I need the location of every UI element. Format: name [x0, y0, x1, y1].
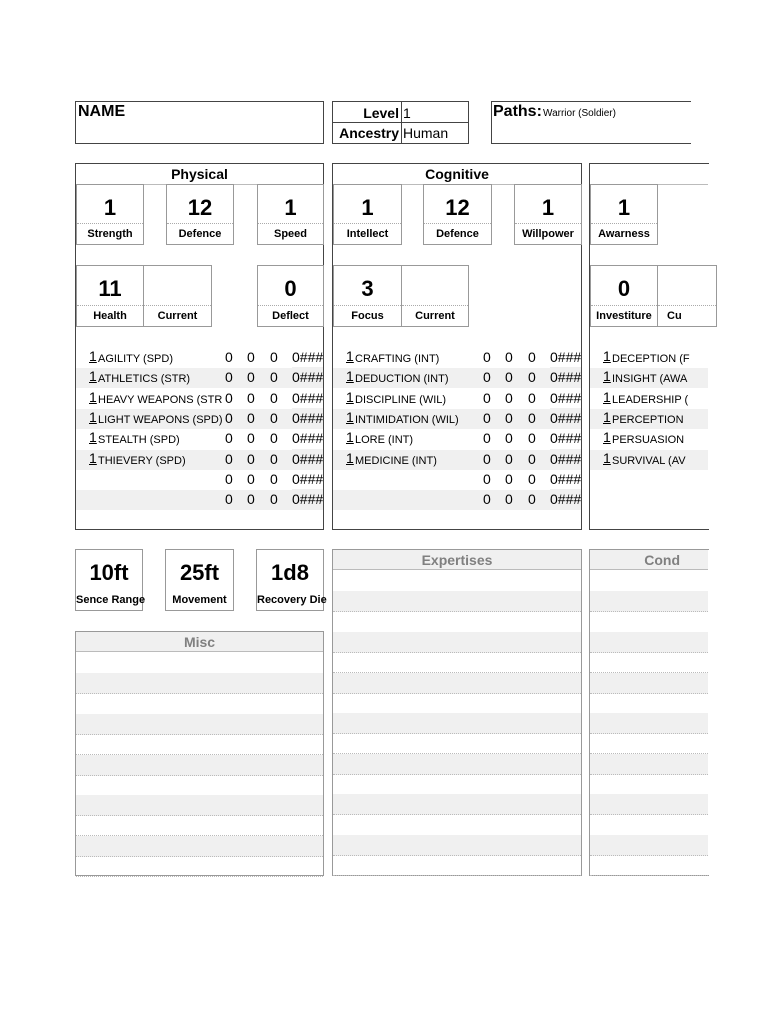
expertises-title: Expertises	[333, 550, 581, 570]
health-stat[interactable]	[76, 265, 144, 327]
skill-name: ATHLETICS (STR)	[98, 373, 191, 386]
name-field[interactable]	[75, 101, 324, 144]
skill-value: 0	[505, 369, 513, 386]
skill-value: 0	[270, 349, 278, 365]
blank-line[interactable]	[333, 774, 581, 795]
skill-value: 0	[505, 470, 513, 487]
skill-value: 0###	[292, 430, 324, 447]
blank-line[interactable]	[333, 815, 581, 836]
blank-line[interactable]	[590, 673, 708, 694]
skill-row[interactable]	[76, 368, 323, 388]
intellect-stat[interactable]	[333, 184, 402, 245]
skill-value: 0###	[550, 389, 582, 406]
skill-value: 0	[483, 369, 491, 386]
skill-rank[interactable]: 1	[89, 368, 97, 385]
movement-label: Movement	[166, 590, 233, 610]
skill-value: 0	[528, 389, 536, 406]
awareness-stat[interactable]	[590, 184, 658, 245]
paths-value: Warrior (Soldier)	[543, 108, 616, 119]
skill-name: LIGHT WEAPONS (SPD)	[98, 413, 223, 426]
skill-row[interactable]	[76, 389, 323, 409]
blank-line[interactable]	[590, 612, 708, 633]
skill-row[interactable]	[590, 348, 708, 368]
skill-value: 0	[528, 491, 536, 508]
skill-value: 0	[528, 430, 536, 447]
skill-value: 0	[270, 430, 278, 447]
conditions-title: Cond	[590, 550, 708, 570]
skill-row[interactable]	[333, 450, 581, 470]
skill-value: 0	[270, 389, 278, 406]
skill-rank[interactable]: 1	[346, 408, 354, 425]
skill-value: 0	[528, 409, 536, 426]
skill-rank[interactable]: 1	[603, 348, 611, 364]
expertises-lines[interactable]	[333, 571, 581, 875]
skill-value: 0	[505, 491, 513, 508]
blank-line[interactable]	[76, 815, 323, 836]
skill-value: 0	[225, 389, 233, 406]
skill-value: 0	[247, 430, 255, 447]
misc-title: Misc	[76, 632, 323, 652]
skill-name: DEDUCTION (INT)	[355, 373, 449, 386]
skill-row[interactable]	[590, 409, 708, 429]
level-label: Level	[363, 105, 399, 121]
skill-value: 0###	[550, 430, 582, 447]
skill-row[interactable]	[333, 409, 581, 429]
skill-value: 0	[483, 349, 491, 365]
blank-line[interactable]	[590, 774, 708, 795]
skill-value: 0###	[550, 470, 582, 487]
skill-value: 0	[483, 491, 491, 508]
investiture-label: Investiture	[591, 305, 657, 326]
skill-row[interactable]	[76, 348, 323, 368]
blank-line[interactable]	[590, 815, 708, 836]
strength-stat[interactable]	[76, 184, 144, 245]
paths-label: Paths:	[493, 103, 542, 120]
physical-defence-stat[interactable]	[166, 184, 234, 245]
cognitive-defence-stat[interactable]	[423, 184, 492, 245]
skill-value: 0###	[550, 450, 582, 467]
skill-rank[interactable]: 1	[603, 368, 611, 385]
ancestry-label: Ancestry	[339, 125, 399, 141]
deflect-stat[interactable]	[257, 265, 324, 327]
deflect-value: 0	[284, 276, 297, 301]
blank-line[interactable]	[333, 754, 581, 775]
blank-line[interactable]	[76, 734, 323, 755]
skill-value: 0	[247, 389, 255, 406]
blank-line[interactable]	[590, 855, 708, 876]
skill-rank[interactable]: 1	[89, 388, 97, 405]
investiture-current[interactable]	[657, 265, 717, 327]
skill-value: 0	[247, 470, 255, 487]
skill-value: 0	[225, 450, 233, 467]
skill-value: 0###	[292, 389, 324, 406]
skill-name: DISCIPLINE (WIL)	[355, 393, 447, 406]
recovery-die-stat[interactable]	[256, 549, 327, 611]
speed-value: 1	[284, 195, 297, 220]
skill-row[interactable]	[333, 348, 581, 368]
physical-defence-label: Defence	[167, 223, 233, 244]
skill-row[interactable]	[590, 450, 708, 470]
movement-stat[interactable]	[165, 549, 234, 611]
blank-line[interactable]	[76, 755, 323, 776]
blank-line[interactable]	[76, 795, 323, 816]
ancestry-value[interactable]: Human	[403, 125, 449, 141]
skill-value: 0###	[550, 369, 582, 386]
blank-line[interactable]	[333, 591, 581, 612]
skill-rank[interactable]: 1	[89, 449, 97, 466]
skill-value: 0	[247, 369, 255, 386]
skill-value: 0	[270, 470, 278, 487]
skill-row[interactable]	[76, 429, 323, 449]
physical-title: Physical	[76, 164, 323, 185]
skill-row[interactable]	[333, 389, 581, 409]
skill-row[interactable]	[76, 409, 323, 429]
skill-value: 0###	[550, 349, 582, 365]
blank-line[interactable]	[590, 693, 708, 714]
blank-line[interactable]	[76, 694, 323, 715]
skill-value: 0	[483, 389, 491, 406]
skill-value: 0	[528, 349, 536, 365]
skill-value: 0	[225, 430, 233, 447]
blank-line[interactable]	[590, 754, 708, 775]
sense-range-stat[interactable]	[75, 549, 146, 611]
blank-line[interactable]	[333, 794, 581, 815]
skill-name: STEALTH (SPD)	[98, 434, 180, 447]
health-current[interactable]	[143, 265, 212, 327]
spiritual-skills-list	[590, 348, 708, 513]
skill-row[interactable]	[590, 389, 708, 409]
willpower-label: Willpower	[515, 223, 581, 244]
skill-name: SURVIVAL (AV	[612, 454, 686, 467]
blank-line[interactable]	[590, 733, 708, 754]
skill-rank[interactable]: 1	[346, 449, 354, 466]
movement-value: 25ft	[179, 560, 220, 585]
skill-name: LORE (INT)	[355, 434, 414, 447]
skill-value: 0	[270, 450, 278, 467]
skill-value: 0###	[292, 450, 324, 467]
name-label: NAME	[78, 103, 126, 120]
skill-name: LEADERSHIP (	[612, 393, 689, 406]
skill-value: 0	[247, 491, 255, 508]
blank-line[interactable]	[76, 653, 323, 674]
investiture-current-label: Cu	[658, 305, 716, 326]
blank-line[interactable]	[590, 794, 708, 815]
skill-value: 0	[225, 349, 233, 365]
blank-line[interactable]	[76, 714, 323, 735]
blank-line[interactable]	[333, 733, 581, 754]
skill-row[interactable]	[333, 368, 581, 388]
physical-panel	[75, 163, 324, 530]
skill-row[interactable]	[590, 429, 708, 449]
blank-line[interactable]	[590, 835, 708, 856]
focus-stat[interactable]	[333, 265, 402, 327]
skill-rank[interactable]: 1	[603, 408, 611, 425]
skill-value: 0	[505, 430, 513, 447]
skill-value: 0###	[550, 409, 582, 426]
sense-range-label: Sence Range	[76, 590, 142, 610]
skill-rank[interactable]: 1	[603, 429, 611, 446]
health-label: Health	[77, 305, 143, 326]
skill-rank[interactable]: 1	[346, 348, 354, 364]
blank-line[interactable]	[76, 856, 323, 877]
blank-line[interactable]	[590, 571, 708, 592]
skill-name: PERSUASION	[612, 434, 685, 447]
skill-value: 0	[270, 409, 278, 426]
awareness-value: 1	[617, 195, 631, 220]
willpower-value: 1	[541, 195, 555, 220]
skill-rank[interactable]: 1	[603, 388, 611, 405]
conditions-lines[interactable]	[590, 571, 708, 875]
sense-range-value: 10ft	[89, 560, 129, 585]
recovery-die-label: Recovery Die	[257, 590, 323, 610]
blank-line[interactable]	[333, 632, 581, 653]
cognitive-panel	[332, 163, 582, 530]
skill-row[interactable]	[76, 470, 323, 490]
strength-value: 1	[103, 195, 117, 220]
misc-panel	[75, 631, 324, 876]
misc-lines[interactable]	[76, 653, 323, 875]
expertises-panel	[332, 549, 582, 876]
skill-value: 0###	[292, 470, 324, 487]
focus-current-label: Current	[402, 305, 468, 326]
cognitive-defence-label: Defence	[424, 223, 491, 244]
skill-rank[interactable]: 1	[89, 348, 97, 364]
skill-name: PERCEPTION	[612, 413, 684, 426]
focus-value: 3	[361, 276, 374, 301]
skill-row[interactable]	[333, 490, 581, 510]
skill-value: 0	[483, 430, 491, 447]
skill-value: 0	[505, 450, 513, 467]
physical-defence-value: 12	[187, 195, 213, 220]
willpower-stat[interactable]	[514, 184, 582, 245]
blank-line[interactable]	[333, 571, 581, 592]
health-value: 11	[98, 276, 122, 301]
skill-value: 0	[225, 491, 233, 508]
blank-line[interactable]	[590, 652, 708, 673]
skill-value: 0	[225, 470, 233, 487]
skill-name: MEDICINE (INT)	[355, 454, 437, 467]
skill-rank[interactable]: 1	[89, 429, 97, 446]
blank-line[interactable]	[333, 612, 581, 633]
skill-value: 0	[483, 470, 491, 487]
skill-value: 0###	[550, 491, 582, 508]
speed-label: Speed	[258, 223, 323, 244]
skill-value: 0	[483, 450, 491, 467]
blank-line[interactable]	[333, 673, 581, 694]
skill-value: 0	[247, 450, 255, 467]
skill-value: 0	[528, 369, 536, 386]
focus-label: Focus	[334, 305, 401, 326]
skill-rank[interactable]: 1	[603, 449, 611, 466]
skill-value: 0	[270, 491, 278, 508]
skill-name: DECEPTION (F	[612, 353, 690, 365]
blank-line[interactable]	[76, 673, 323, 694]
skill-name: INTIMIDATION (WIL)	[355, 413, 459, 426]
recovery-die-value: 1d8	[271, 560, 309, 585]
blank-line[interactable]	[590, 591, 708, 612]
blank-line[interactable]	[590, 632, 708, 653]
skill-name: HEAVY WEAPONS (STR	[98, 393, 223, 406]
skill-rank[interactable]: 1	[346, 388, 354, 405]
investiture-value: 0	[617, 276, 631, 301]
skill-value: 0	[225, 409, 233, 426]
skill-value: 0###	[292, 369, 324, 386]
cognitive-title: Cognitive	[333, 164, 581, 185]
skill-value: 0	[505, 389, 513, 406]
strength-label: Strength	[77, 223, 143, 244]
skill-row[interactable]	[333, 429, 581, 449]
skill-value: 0	[528, 470, 536, 487]
blank-line[interactable]	[76, 775, 323, 796]
skill-value: 0	[483, 409, 491, 426]
skill-rank[interactable]: 1	[346, 368, 354, 385]
skill-name: CRAFTING (INT)	[355, 353, 440, 365]
skill-value: 0	[270, 369, 278, 386]
cognitive-skills-list	[333, 348, 581, 513]
intellect-label: Intellect	[334, 223, 401, 244]
health-current-label: Current	[144, 305, 211, 326]
blank-line[interactable]	[333, 713, 581, 734]
level-ancestry-box	[332, 101, 469, 144]
skill-value: 0###	[292, 491, 324, 508]
skill-row[interactable]	[76, 490, 323, 510]
conditions-panel	[589, 549, 709, 876]
skill-value: 0	[528, 450, 536, 467]
physical-skills-list	[76, 348, 323, 513]
skill-value: 0	[247, 409, 255, 426]
blank-line[interactable]	[333, 835, 581, 856]
investiture-stat[interactable]	[590, 265, 658, 327]
awareness-label: Awarness	[591, 223, 657, 244]
speed-stat[interactable]	[257, 184, 324, 245]
skill-rank[interactable]: 1	[89, 408, 97, 425]
blank-line[interactable]	[76, 836, 323, 857]
skill-value: 0	[505, 409, 513, 426]
blank-line[interactable]	[590, 713, 708, 734]
skill-value: 0	[247, 349, 255, 365]
blank-line[interactable]	[333, 652, 581, 673]
spiritual-panel	[589, 163, 709, 530]
skill-row[interactable]	[76, 450, 323, 470]
focus-current[interactable]	[401, 265, 469, 327]
cognitive-defence-value: 12	[445, 195, 470, 220]
blank-line[interactable]	[333, 693, 581, 714]
skill-value: 0	[225, 369, 233, 386]
skill-value: 0	[505, 349, 513, 365]
skill-value: 0###	[292, 409, 324, 426]
skill-rank[interactable]: 1	[346, 429, 354, 446]
intellect-value: 1	[361, 195, 374, 220]
skill-name: THIEVERY (SPD)	[98, 454, 186, 467]
skill-row[interactable]	[590, 368, 708, 388]
skill-row[interactable]	[333, 470, 581, 490]
deflect-label: Deflect	[258, 305, 323, 326]
level-value[interactable]: 1	[403, 105, 411, 121]
skill-value: 0###	[292, 349, 324, 365]
paths-field[interactable]	[491, 101, 691, 144]
skill-name: INSIGHT (AWA	[612, 373, 688, 386]
skill-name: AGILITY (SPD)	[98, 353, 173, 365]
blank-line[interactable]	[333, 855, 581, 876]
